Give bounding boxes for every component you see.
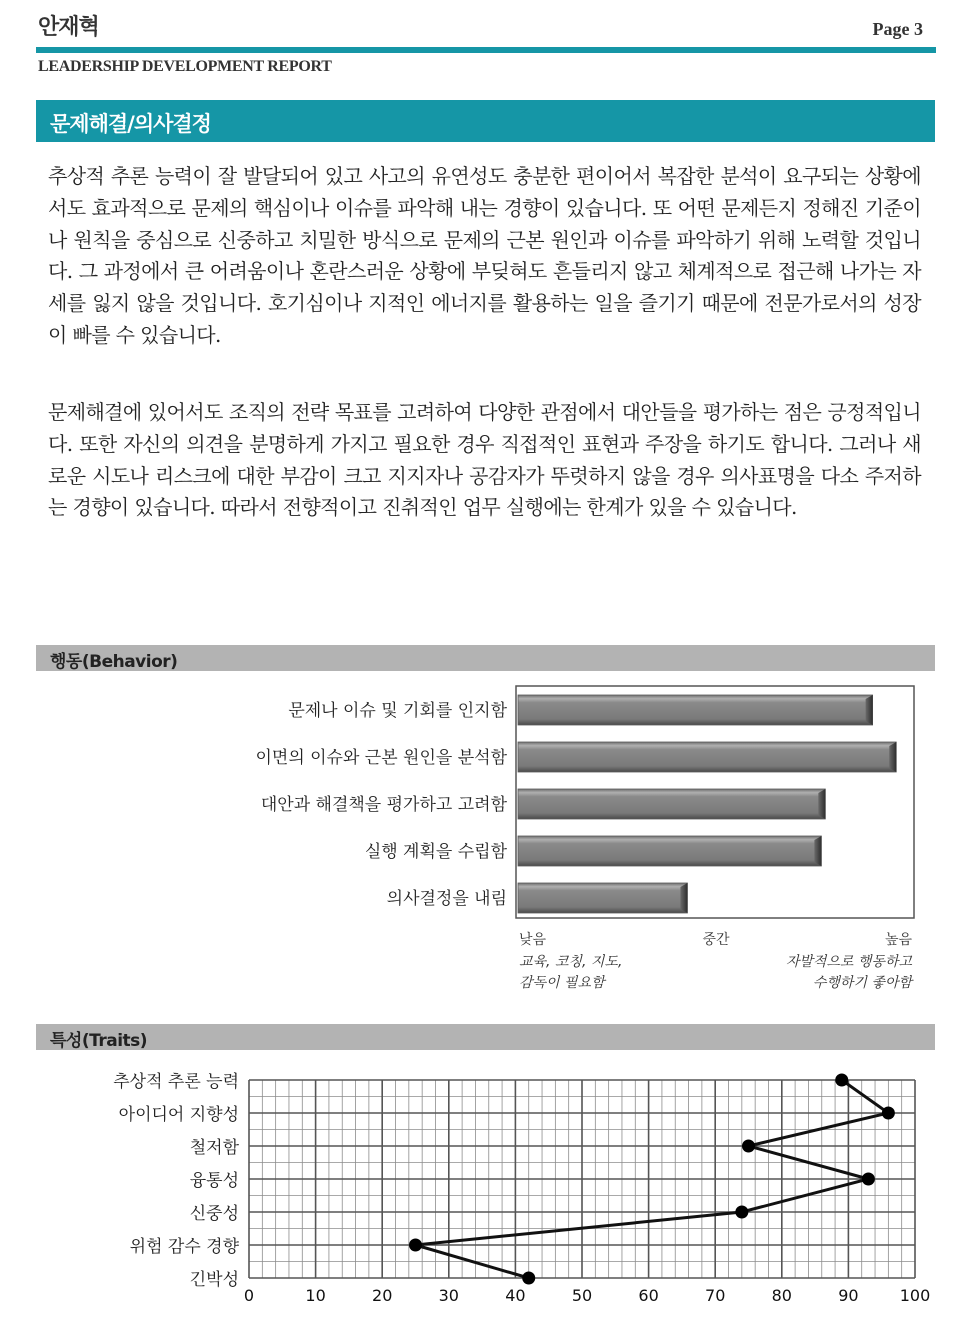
- traits-title: 특성(Traits): [50, 1031, 148, 1051]
- traits-category-label: 긴박성: [189, 1270, 239, 1290]
- traits-x-tick-label: 50: [571, 1286, 593, 1305]
- behavior-bar-cap: [818, 789, 825, 819]
- page-number: Page 3: [872, 19, 923, 39]
- behavior-bar: [518, 789, 825, 819]
- traits-data-point: [522, 1272, 535, 1285]
- behavior-bar: [518, 742, 896, 772]
- traits-x-tick-label: 0: [243, 1286, 255, 1305]
- traits-category-label: 아이디어 지향성: [118, 1105, 239, 1125]
- behavior-bar: [518, 836, 821, 866]
- traits-x-tick-label: 60: [638, 1286, 659, 1305]
- traits-data-point: [862, 1173, 875, 1186]
- traits-category-label: 신중성: [189, 1204, 239, 1224]
- behavior-section-header: [36, 645, 935, 671]
- behavior-bar-cap: [814, 836, 821, 866]
- behavior-bar-cap: [889, 742, 896, 772]
- traits-x-tick-label: 30: [438, 1286, 459, 1305]
- traits-data-point: [409, 1239, 422, 1252]
- scale-low-description: 교육, 코칭, 지도,: [519, 954, 623, 970]
- traits-category-label: 철저함: [189, 1138, 239, 1158]
- traits-category-label: 융통성: [189, 1171, 239, 1191]
- traits-x-tick-label: 20: [372, 1286, 393, 1305]
- section-title: 문제해결/의사결정: [50, 112, 211, 136]
- behavior-category-label: 이면의 이슈와 근본 원인을 분석함: [255, 748, 507, 768]
- traits-x-tick-label: 10: [305, 1286, 326, 1305]
- scale-low-label: 낮음: [519, 932, 547, 948]
- behavior-category-label: 문제나 이슈 및 기회를 인지함: [288, 701, 507, 721]
- behavior-bar: [518, 883, 687, 913]
- behavior-title: 행동(Behavior): [50, 652, 178, 672]
- traits-x-tick-label: 100: [899, 1286, 931, 1305]
- scale-mid-label: 중간: [702, 932, 730, 948]
- scale-high-description: 수행하기 좋아함: [812, 975, 912, 991]
- traits-category-label: 추상적 추론 능력: [113, 1072, 239, 1092]
- traits-x-tick-label: 40: [505, 1286, 526, 1305]
- traits-x-tick-label: 70: [705, 1286, 726, 1305]
- behavior-category-label: 실행 계획을 수립함: [364, 842, 507, 862]
- section-header: [36, 100, 935, 142]
- behavior-bar-cap: [680, 883, 687, 913]
- scale-high-label: 높음: [884, 932, 912, 948]
- traits-profile-line: [416, 1080, 889, 1278]
- paragraph-1: 추상적 추론 능력이 잘 발달되어 있고 사고의 유연성도 충분한 편이어서 복잡한 분석이 요구되는 상황에서도 효과적으로 문제의 핵심이나 이슈를 파악해 내는 경향이 있습니다. 또 어떤 문제든지 정해진 기준이나 원칙을 중심으로 신중하고 치밀한 방식으로 문제의 근본 원인과 이슈를 파악하기 위해 노력할 것입니다. 그 과정에서 큰 어려움이나 혼란스러운 상황에 부딪혀도 흔들리지 않고 체계적으로 접근해 나가는 자세를 잃지 않을 것입니다. 호기심이나 지적인 에너지를 활용하는 일을 즐기기 때문에 전문가로서의 성장이 빠를 수 있습니다.: [48, 164, 921, 347]
- traits-x-tick-label: 80: [771, 1286, 792, 1305]
- behavior-category-label: 의사결정을 내림: [386, 889, 507, 909]
- traits-category-label: 위험 감수 경향: [129, 1237, 239, 1257]
- scale-high-description: 자발적으로 행동하고: [785, 954, 912, 970]
- scale-low-description: 감독이 필요함: [519, 975, 605, 991]
- traits-section-header: [36, 1024, 935, 1050]
- traits-data-point: [742, 1140, 755, 1153]
- behavior-bar-cap: [866, 695, 873, 725]
- report-subtitle: LEADERSHIP DEVELOPMENT REPORT: [38, 58, 332, 75]
- behavior-bar: [518, 695, 873, 725]
- traits-data-point: [735, 1206, 748, 1219]
- traits-data-point: [882, 1107, 895, 1120]
- traits-x-tick-label: 90: [838, 1286, 859, 1305]
- paragraph-2: 문제해결에 있어서도 조직의 전략 목표를 고려하여 다양한 관점에서 대안들을 평가하는 점은 긍정적입니다. 또한 자신의 의견을 분명하게 가지고 필요한 경우 직접적인 표현과 주장을 하기도 합니다. 그러나 새로운 시도나 리스크에 대한 부감이 크고 지지자나 공감자가 뚜렷하지 않을 경우 의사표명을 다소 주저하는 경향이 있습니다. 따라서 전향적이고 진취적인 업무 실행에는 한계가 있을 수 있습니다.: [48, 400, 921, 520]
- header-name: 안재혁: [38, 15, 99, 40]
- traits-data-point: [835, 1074, 848, 1087]
- behavior-category-label: 대안과 해결책을 평가하고 고려함: [260, 795, 507, 815]
- header-rule: [36, 47, 936, 53]
- behavior-plot-frame: [516, 686, 914, 918]
